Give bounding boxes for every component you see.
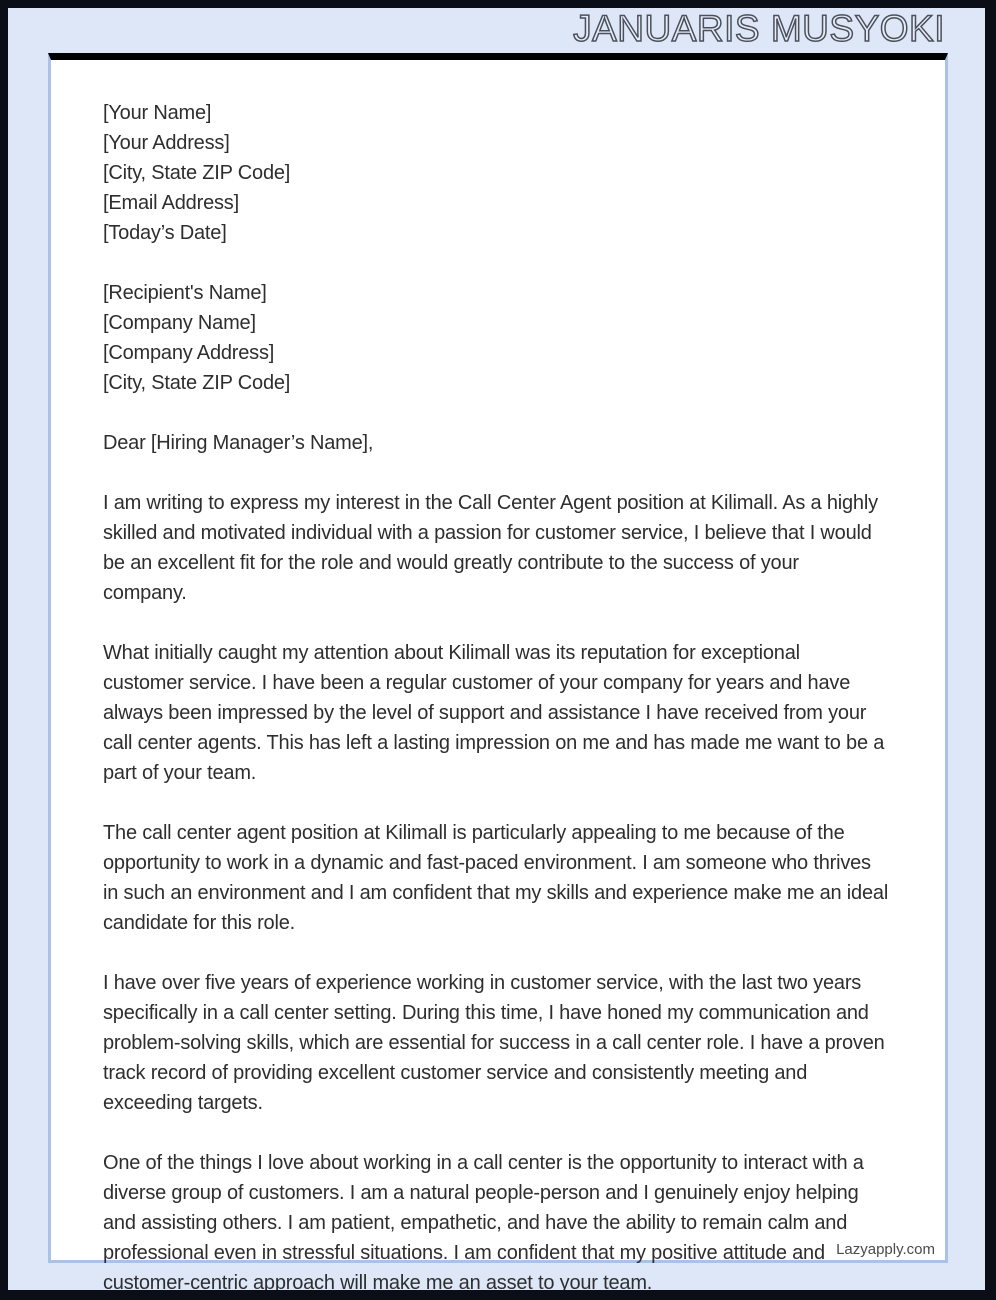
text-line: call center agents. This has left a lasting impression on me and has made me want to be a	[103, 732, 885, 754]
text-line: opportunity to work in a dynamic and fast-paced environment. I am someone who thrives	[103, 852, 871, 874]
text-line: [Your Address]	[103, 132, 230, 154]
text-line: problem-solving skills, which are essential for success in a call center role. I have a proven	[103, 1032, 885, 1054]
text-line: The call center agent position at Kilimall is particularly appealing to me because of the	[103, 822, 845, 844]
letter-content	[51, 60, 945, 1298]
letter-body	[103, 488, 945, 1298]
text-line: I am writing to express my interest in the Call Center Agent position at Kilimall. As a highly	[103, 492, 878, 514]
text-line: candidate for this role.	[103, 912, 295, 934]
text-line: [Email Address]	[103, 192, 239, 214]
text-line: [Company Name]	[103, 312, 256, 334]
lazyapply-watermark-link[interactable]: Lazyapply.com	[836, 1241, 935, 1258]
text-line: part of your team.	[103, 762, 257, 784]
text-line: professional even in stressful situations. I am confident that my positive attitude and	[103, 1242, 825, 1264]
salutation-line: Dear [Hiring Manager’s Name],	[103, 432, 374, 454]
text-line: [City, State ZIP Code]	[103, 372, 291, 394]
paragraph	[103, 968, 945, 1118]
text-line: company.	[103, 582, 187, 604]
paragraph	[103, 818, 945, 938]
recipient-address-block	[103, 278, 945, 398]
text-line: be an excellent fit for the role and would greatly contribute to the success of your	[103, 552, 799, 574]
paragraph	[103, 488, 945, 608]
paragraph	[103, 1148, 945, 1298]
text-line: I have over five years of experience working in customer service, with the last two years	[103, 972, 862, 994]
text-line: and assisting others. I am patient, empathetic, and have the ability to remain calm and	[103, 1212, 848, 1234]
text-line: [Your Name]	[103, 102, 212, 124]
text-line: specifically in a call center setting. During this time, I have honed my communication and	[103, 1002, 869, 1024]
page-title: JANUARIS MUSYOKI	[573, 8, 945, 49]
text-line: [Company Address]	[103, 342, 275, 364]
text-line: track record of providing excellent customer service and consistently meeting and	[103, 1062, 808, 1084]
text-line: customer-centric approach will make me an asset to your team.	[103, 1272, 653, 1294]
text-line: always been impressed by the level of support and assistance I have received from your	[103, 702, 867, 724]
text-line: What initially caught my attention about Kilimall was its reputation for exceptional	[103, 642, 800, 664]
text-line: One of the things I love about working in a call center is the opportunity to interact with a	[103, 1152, 864, 1174]
salutation	[103, 428, 945, 458]
text-line: [Recipient's Name]	[103, 282, 267, 304]
text-line: exceeding targets.	[103, 1092, 263, 1114]
paragraph	[103, 638, 945, 788]
text-line: diverse group of customers. I am a natural people-person and I genuinely enjoy helping	[103, 1182, 859, 1204]
text-line: [City, State ZIP Code]	[103, 162, 291, 184]
sender-address-block	[103, 98, 945, 248]
text-line: skilled and motivated individual with a passion for customer service, I believe that I would	[103, 522, 872, 544]
letter-paper	[48, 53, 948, 1294]
text-line: in such an environment and I am confident that my skills and experience make me an ideal	[103, 882, 889, 904]
text-line: [Today’s Date]	[103, 222, 227, 244]
text-line: customer service. I have been a regular customer of your company for years and have	[103, 672, 851, 694]
